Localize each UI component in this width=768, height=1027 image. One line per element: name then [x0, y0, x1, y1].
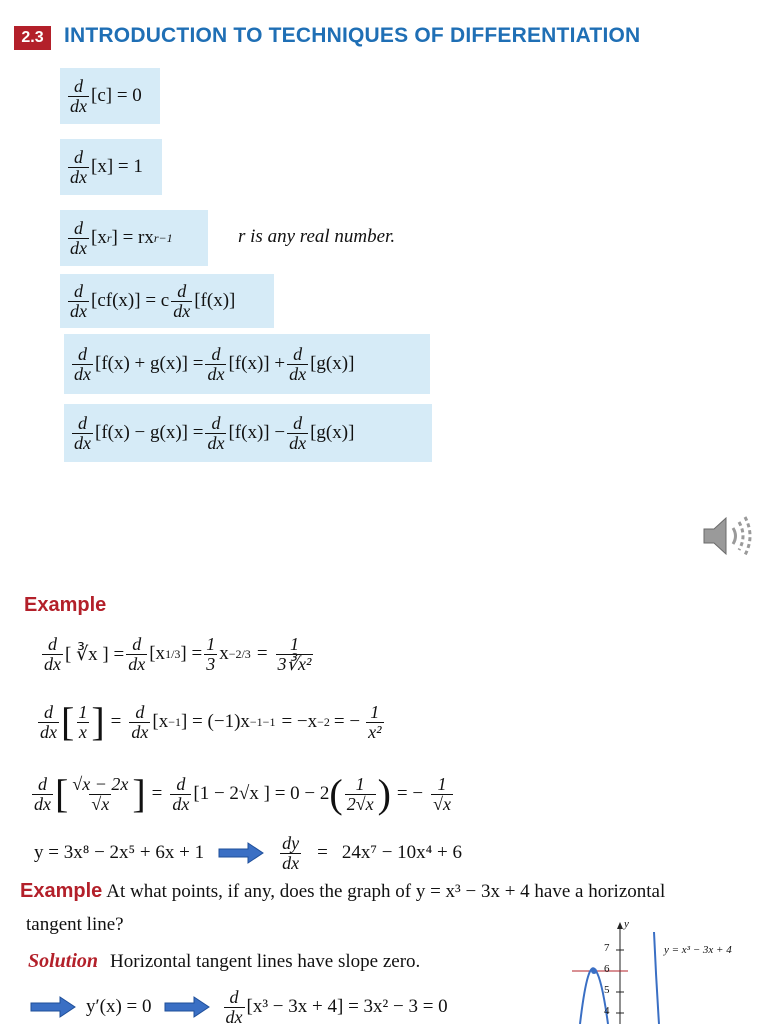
- speaker-icon[interactable]: [700, 512, 756, 560]
- rule-difference: [64, 404, 432, 462]
- ex4-function: y = 3x⁸ − 2x⁵ + 6x + 1: [34, 842, 205, 863]
- rule-sum-text-c: [g(x)]: [310, 353, 355, 374]
- rule-constant-multiple: [60, 274, 274, 328]
- rule-diff-text-b: [f(x)] −: [228, 422, 286, 443]
- ex1-text-b: [x: [149, 643, 166, 664]
- right-arrow-icon: [30, 996, 76, 1018]
- d-dx: $\frac{d}{dx}$: [172, 773, 190, 814]
- ex4-equals: =: [317, 842, 328, 863]
- rule-diff-text-a: [f(x) − g(x)] =: [95, 422, 204, 443]
- d-dx: $\frac{d}{dx}$: [70, 146, 87, 187]
- example-line-2: [36, 694, 386, 750]
- ex2-text-b: [x: [152, 711, 169, 732]
- d-dx: $\frac{d}{dx}$: [289, 412, 307, 453]
- solution-text: Horizontal tangent lines have slope zero.: [110, 951, 421, 972]
- d-dx: $\frac{d}{dx}$: [128, 633, 146, 674]
- d-dx: $\frac{d}{dx}$: [74, 343, 91, 384]
- solution-heading: Solution: [28, 950, 99, 972]
- section-badge: 2.3: [14, 26, 51, 50]
- ex1-text-c: ] =: [180, 643, 203, 664]
- ex3-fraction: $\frac{√x - 2x}{√x}$: [72, 773, 129, 814]
- d-dx: $\frac{d}{dx}$: [173, 280, 191, 321]
- tangent-point: [591, 968, 597, 974]
- ex3-text-c: = −: [396, 783, 424, 804]
- example-line-1: [40, 628, 315, 680]
- d-dx: $\frac{d}{dx}$: [289, 343, 307, 384]
- example-2-question-text: At what points, if any, does the graph of y = x³ − 3x + 4 have a horizontal: [106, 881, 666, 902]
- rule-sum-text-a: [f(x) + g(x)] =: [95, 353, 204, 374]
- ex2-exp-b: −1: [168, 714, 181, 729]
- graph-curve-label: y = x³ − 3x + 4: [664, 944, 732, 956]
- power-note: r is any real number.: [238, 226, 396, 247]
- graph-tick-5: 5: [604, 984, 610, 996]
- ex4-derivative: 24x⁷ − 10x⁴ + 6: [341, 842, 463, 863]
- left-bracket: [: [61, 699, 75, 744]
- rule-power-tail: ] = rx: [111, 227, 154, 248]
- d-dx: $\frac{d}{dx}$: [74, 412, 91, 453]
- ex3-text-a: =: [151, 783, 163, 804]
- ex1-text-d: x: [219, 643, 229, 664]
- example-heading: Example: [24, 594, 107, 616]
- right-paren: ): [377, 771, 391, 816]
- left-bracket: [: [55, 771, 69, 816]
- ex2-text-c: ] = (−1)x: [180, 711, 250, 732]
- d-dx: $\frac{d}{dx}$: [40, 701, 57, 742]
- rule-constant-text: [c] = 0: [91, 85, 142, 106]
- one-over-x: $\frac{1}{x}$: [78, 701, 88, 742]
- rule-power: [60, 210, 208, 266]
- ex2-text-a: =: [110, 711, 122, 732]
- power-exp: r: [106, 230, 112, 245]
- example-2-heading: Example: [20, 880, 103, 902]
- solution-line: [28, 950, 420, 973]
- rule-cm-text-b: [f(x)]: [194, 290, 236, 311]
- d-dx: $\frac{d}{dx}$: [70, 217, 87, 258]
- ex1-text-e: =: [256, 643, 268, 664]
- d-dx: $\frac{d}{dx}$: [225, 986, 243, 1027]
- ex2-text-d: = −x: [281, 711, 318, 732]
- rule-sum: [64, 334, 430, 394]
- example-line-3: [30, 764, 455, 824]
- ex2-exp-c: −1−1: [249, 714, 276, 729]
- power-exp2: r−1: [153, 230, 173, 245]
- d-dx: $\frac{d}{dx}$: [207, 343, 225, 384]
- rule-diff-text-c: [g(x)]: [310, 422, 355, 443]
- dy-dx: $\frac{dy}{dx}$: [282, 832, 300, 873]
- ex3-result: $\frac{1}{√x}$: [433, 773, 451, 814]
- ex3-paren-fraction: $\frac{1}{2√x}$: [346, 773, 374, 814]
- rule-power-text: [x: [91, 227, 107, 248]
- ex2-result: $\frac{1}{\text{x²}}$: [368, 701, 382, 742]
- rule-identity-text: [x] = 1: [91, 156, 143, 177]
- graph-tick-4: 4: [604, 1005, 610, 1017]
- rule-sum-text-b: [f(x)] +: [228, 353, 286, 374]
- d-dx: $\frac{d}{dx}$: [44, 633, 61, 674]
- right-arrow-icon: [164, 996, 210, 1018]
- ex1-exp-d: −2/3: [228, 646, 251, 661]
- solution-steps: [30, 986, 448, 1027]
- ex1-text-a: [ ∛x ] =: [65, 643, 125, 665]
- solution-step-1: y′(x) = 0: [86, 996, 152, 1017]
- page-title: INTRODUCTION TO TECHNIQUES OF DIFFERENTIATION: [64, 24, 641, 47]
- graph: [566, 918, 766, 1024]
- rule-identity: [60, 139, 162, 195]
- graph-tick-6: 6: [604, 963, 610, 975]
- rule-cm-text-a: [cf(x)] = c: [91, 290, 170, 311]
- ex1-exp-b: 1/3: [165, 646, 181, 661]
- d-dx: $\frac{d}{dx}$: [207, 412, 225, 453]
- solution-step-2: [x³ − 3x + 4] = 3x² − 3 = 0: [246, 996, 448, 1017]
- example-line-4: [34, 828, 462, 878]
- left-paren: (: [329, 771, 343, 816]
- one-third: $\frac{1}{3}$: [206, 633, 216, 674]
- right-bracket: ]: [132, 771, 146, 816]
- d-dx: $\frac{d}{dx}$: [34, 773, 51, 814]
- right-arrow-icon: [218, 842, 264, 864]
- ex1-result: $\frac{1}{\text{3∛x²}}$: [277, 633, 312, 674]
- ex2-exp-d: −2: [317, 714, 330, 729]
- graph-y-label: y: [624, 918, 629, 930]
- graph-tick-7: 7: [604, 942, 610, 954]
- example-2-question-cont: tangent line?: [26, 914, 124, 935]
- d-dx: $\frac{d}{dx}$: [70, 280, 87, 321]
- d-dx: $\frac{d}{dx}$: [70, 75, 87, 116]
- curve-right: [654, 932, 659, 1024]
- right-bracket: ]: [91, 699, 105, 744]
- ex2-text-e: = −: [333, 711, 361, 732]
- d-dx: $\frac{d}{dx}$: [131, 701, 149, 742]
- example-2-question: [20, 880, 665, 903]
- rule-constant: [60, 68, 160, 124]
- ex3-text-b: [1 − 2√x ] = 0 − 2: [193, 783, 330, 804]
- y-axis-arrow: [617, 922, 623, 929]
